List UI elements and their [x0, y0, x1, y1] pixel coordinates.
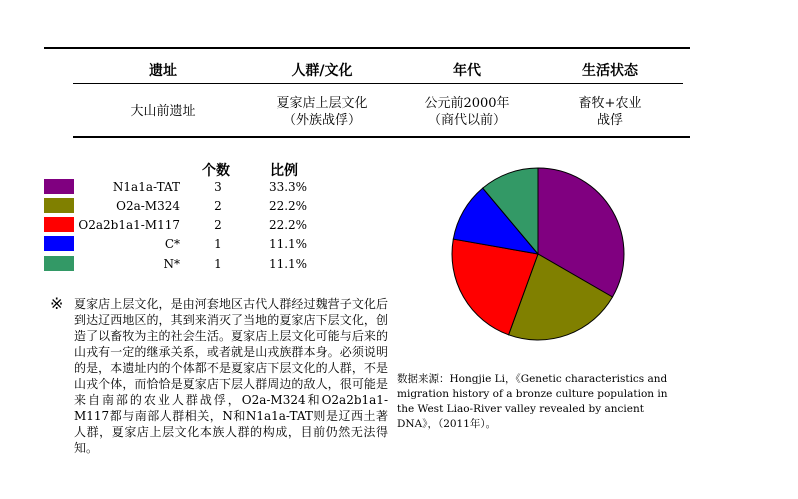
legend-swatch [44, 217, 74, 232]
data-source: 数据来源：Hongjie Li，《Genetic characteristics and migration history of a bronze culture population in the West Liao-River valley revealed by ancient DNA》，（2011年）。 [397, 373, 668, 430]
legend-percent: 33.3% [268, 180, 308, 194]
header-life: 生活状态 [582, 63, 638, 79]
legend-swatch [44, 256, 74, 271]
legend-percent: 22.2% [268, 199, 308, 213]
legend-percent: 22.2% [268, 218, 308, 232]
legend-label: C* [164, 237, 180, 251]
legend-count: 1 [214, 237, 222, 251]
legend-label: O2a2b1a1-M117 [78, 218, 180, 232]
legend-count: 1 [214, 257, 222, 271]
header-site: 遗址 [149, 63, 177, 79]
cell-era [392, 95, 542, 129]
legend-count: 2 [214, 218, 222, 232]
cell-life-line1: 畜牧+农业 [578, 96, 642, 111]
legend-count-header: 个数 [202, 163, 230, 179]
header-era: 年代 [453, 63, 481, 79]
legend-count: 3 [214, 180, 222, 194]
note-mark-icon: ※ [50, 294, 64, 313]
header-culture: 人群/文化 [291, 63, 353, 79]
pie-chart [438, 164, 638, 344]
legend-percent: 11.1% [268, 257, 308, 271]
legend-swatch [44, 236, 74, 251]
cell-life-line2: 战俘 [596, 113, 623, 128]
cell-culture-line1: 夏家店上层文化 [276, 96, 368, 111]
legend-percent: 11.1% [268, 237, 308, 251]
legend-ratio-header: 比例 [270, 163, 298, 179]
cell-site [88, 103, 238, 120]
cell-culture [247, 95, 397, 129]
table-top-rule [44, 47, 690, 49]
legend-label: N* [163, 257, 180, 271]
cell-site-text: 大山前遗址 [130, 104, 196, 119]
cell-era-line2: （商代以前） [427, 113, 506, 128]
cell-life [535, 95, 685, 129]
table-bottom-rule [73, 136, 690, 138]
cell-culture-line2: （外族战俘） [282, 113, 361, 128]
legend-label: N1a1a-TAT [112, 180, 180, 194]
legend-count: 2 [214, 199, 222, 213]
cell-era-line1: 公元前2000年 [424, 96, 510, 111]
table-header-rule [73, 83, 683, 84]
legend-swatch [44, 179, 74, 194]
legend-label: O2a-M324 [116, 199, 180, 213]
legend-swatch [44, 198, 74, 213]
note-text: 夏家店上层文化，是由河套地区古代人群经过魏营子文化后到达辽西地区的，其到来消灭了当地的夏家店下层文化，创造了以畜牧为主的社会生活。夏家店上层文化可能与后来的山戎有一定的继承关系，或者就是山戎族群本身。必须说明的是，本遗址内的个体都不是夏家店下层文化的人群，不是山戎个体，而恰恰是夏家店下层人群周边的敌人，很可能是来自南部的农业人群战俘，O2a-M324和O2a2b1a1-M117都与南部人群相关，N和N1a1a-TAT则是辽西土著人群，夏家店上层文化本族人群的构成，目前仍然无法得知。 [74, 297, 388, 455]
